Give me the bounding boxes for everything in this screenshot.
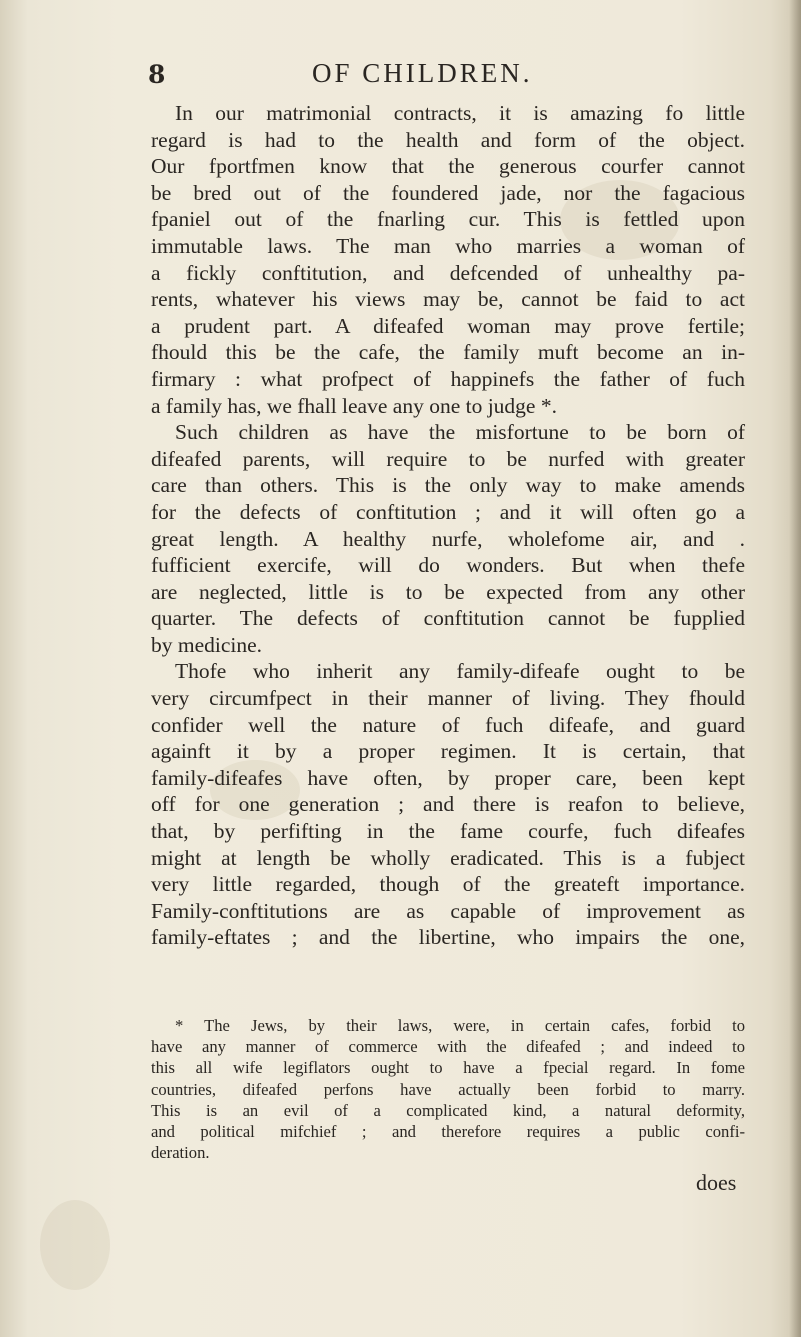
footnote-line: have any manner of commerce with the difeafed ; and indeed to [151, 1037, 745, 1057]
text-line: a fickly conftitution, and defcended of unhealthy pa- [151, 260, 745, 285]
footnote-line: This is an evil of a complicated kind, a natural deformity, [151, 1100, 745, 1120]
text-line: firmary : what profpect of happinefs the father of fuch [151, 366, 745, 391]
text-line: very little regarded, though of the greateft importance. [151, 872, 745, 897]
text-line: family-eftates ; and the libertine, who impairs the one, [151, 925, 745, 950]
text-line: be bred out of the foundered jade, nor the fagacious [151, 180, 745, 205]
footnote-line: and political mifchief ; and therefore requires a public confi- [151, 1121, 745, 1141]
text-line: difeafed parents, will require to be nurfed with greater [151, 446, 745, 471]
footnote-line: * The Jews, by their laws, were, in certain cafes, forbid to [175, 1016, 745, 1035]
text-line: Such children as have the misfortune to be born of [175, 420, 745, 445]
text-line: fpaniel out of the fnarling cur. This is fettled upon [151, 207, 745, 232]
page-edge-shadow [789, 0, 801, 1337]
page-number: 8 [148, 60, 166, 89]
running-head: OF CHILDREN. [312, 58, 533, 88]
body-text [151, 100, 745, 951]
text-line: great length. A healthy nurfe, wholefome air, and . [151, 526, 745, 551]
text-line: againft it by a proper regimen. It is certain, that [151, 739, 745, 764]
footnote [151, 1015, 745, 1163]
text-line: confider well the nature of fuch difeafe, and guard [151, 712, 745, 737]
text-line: care than others. This is the only way to make amends [151, 473, 745, 498]
catchword: does [696, 1170, 737, 1195]
text-line: might at length be wholly eradicated. This is a fubject [151, 845, 745, 870]
text-line: regard is had to the health and form of the object. [151, 127, 745, 152]
footnote-line: countries, difeafed perfons have actually been forbid to marry. [151, 1079, 745, 1099]
text-line: a family has, we fhall leave any one to judge *. [151, 393, 557, 418]
footnote-line: this all wife legiflators ought to have a fpecial regard. In fome [151, 1058, 745, 1078]
text-line: family-difeafes have often, by proper care, been kept [151, 765, 745, 790]
text-line: by medicine. [151, 632, 263, 657]
text-line: fufficient exercife, will do wonders. But when thefe [151, 553, 745, 578]
text-line: a prudent part. A difeafed woman may prove fertile; [151, 313, 745, 338]
paper-stain [40, 1200, 110, 1290]
text-line: off for one generation ; and there is reafon to believe, [151, 792, 745, 817]
page-header [0, 58, 801, 98]
text-line: very circumfpect in their manner of living. They fhould [151, 686, 745, 711]
text-line: fhould this be the cafe, the family muft become an in- [151, 340, 745, 365]
text-line: are neglected, little is to be expected from any other [151, 579, 745, 604]
text-line: Our fportfmen know that the generous courfer cannot [151, 154, 745, 179]
text-line: quarter. The defects of conftitution cannot be fupplied [151, 606, 745, 631]
text-line: rents, whatever his views may be, cannot be faid to act [151, 287, 745, 312]
text-line: immutable laws. The man who marries a woman of [151, 233, 745, 258]
text-line: that, by perfifting in the fame courfe, fuch difeafes [151, 819, 745, 844]
text-line: for the defects of conftitution ; and it will often go a [151, 499, 745, 524]
text-line: Family-conftitutions are as capable of improvement as [151, 898, 745, 923]
text-line: In our matrimonial contracts, it is amazing fo little [175, 101, 745, 125]
footnote-line: deration. [151, 1143, 210, 1163]
text-line: Thofe who inherit any family-difeafe ought to be [175, 659, 745, 684]
